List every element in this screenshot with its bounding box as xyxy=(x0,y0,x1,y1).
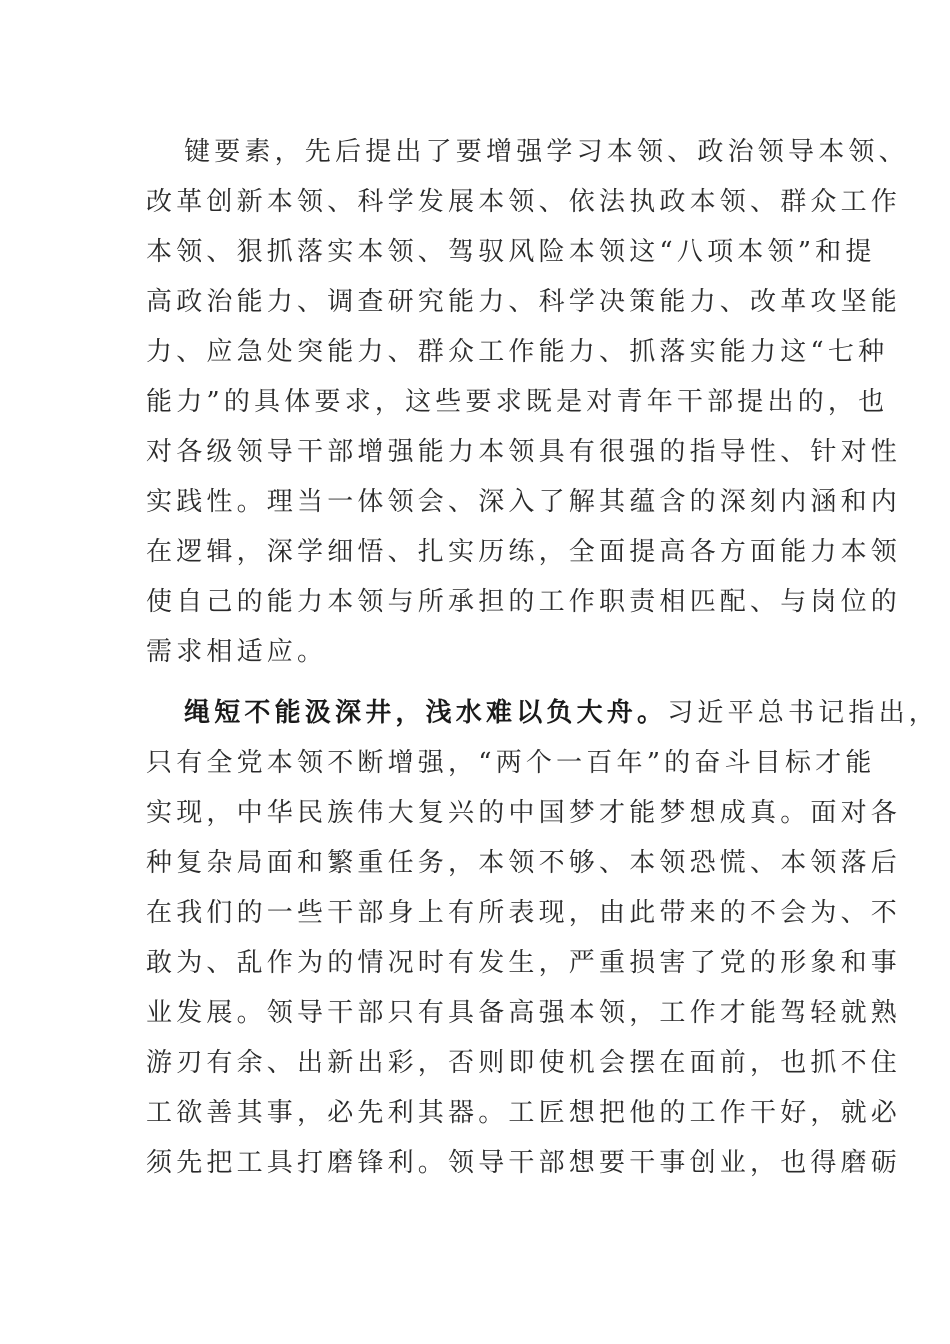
text-line: 键要素，先后提出了要增强学习本领、政治领导本领、 xyxy=(184,137,909,167)
text-line: 对各级领导干部增强能力本领具有很强的指导性、针对性 xyxy=(146,437,902,467)
text-line: 在我们的一些干部身上有所表现，由此带来的不会为、不 xyxy=(146,898,902,928)
text-line: 在逻辑，深学细悟、扎实历练，全面提高各方面能力本领 xyxy=(146,537,902,567)
text-line: 游刃有余、出新出彩，否则即使机会摆在面前，也抓不住 xyxy=(146,1048,902,1078)
paragraph-first-line xyxy=(146,688,940,738)
text-line: 本领、狠抓落实本领、驾驭风险本领这“八项本领”和提 xyxy=(146,237,876,267)
text-line: 种复杂局面和繁重任务，本领不够、本领恐慌、本领落后 xyxy=(146,848,902,878)
text-line-rest: 习近平总书记指出， xyxy=(667,698,940,728)
text-line: 敢为、乱作为的情况时有发生，严重损害了党的形象和事 xyxy=(146,948,902,978)
text-line: 工欲善其事，必先利其器。工匠想把他的工作干好，就必 xyxy=(146,1098,902,1128)
text-line: 实践性。理当一体领会、深入了解其蕴含的深刻内涵和内 xyxy=(146,487,902,517)
text-line: 改革创新本领、科学发展本领、依法执政本领、群众工作 xyxy=(146,187,902,217)
body-paragraph-2 xyxy=(146,688,940,1188)
text-line: 实现，中华民族伟大复兴的中国梦才能梦想成真。面对各 xyxy=(146,798,902,828)
text-line: 高政治能力、调查研究能力、科学决策能力、改革攻坚能 xyxy=(146,287,902,317)
paragraph-heading: 绳短不能汲深井，浅水难以负大舟。 xyxy=(184,698,668,728)
text-line: 须先把工具打磨锋利。领导干部想要干事创业，也得磨砺 xyxy=(146,1148,902,1178)
text-line: 力、应急处突能力、群众工作能力、抓落实能力这“七种 xyxy=(146,337,889,367)
body-paragraph-1 xyxy=(146,127,909,677)
text-line: 只有全党本领不断增强，“两个一百年”的奋斗目标才能 xyxy=(146,748,876,778)
text-line: 能力”的具体要求，这些要求既是对青年干部提出的，也 xyxy=(146,387,889,417)
text-line: 需求相适应。 xyxy=(146,637,328,667)
text-line: 业发展。领导干部只有具备高强本领，工作才能驾轻就熟 xyxy=(146,998,902,1028)
text-line: 使自己的能力本领与所承担的工作职责相匹配、与岗位的 xyxy=(146,587,902,617)
